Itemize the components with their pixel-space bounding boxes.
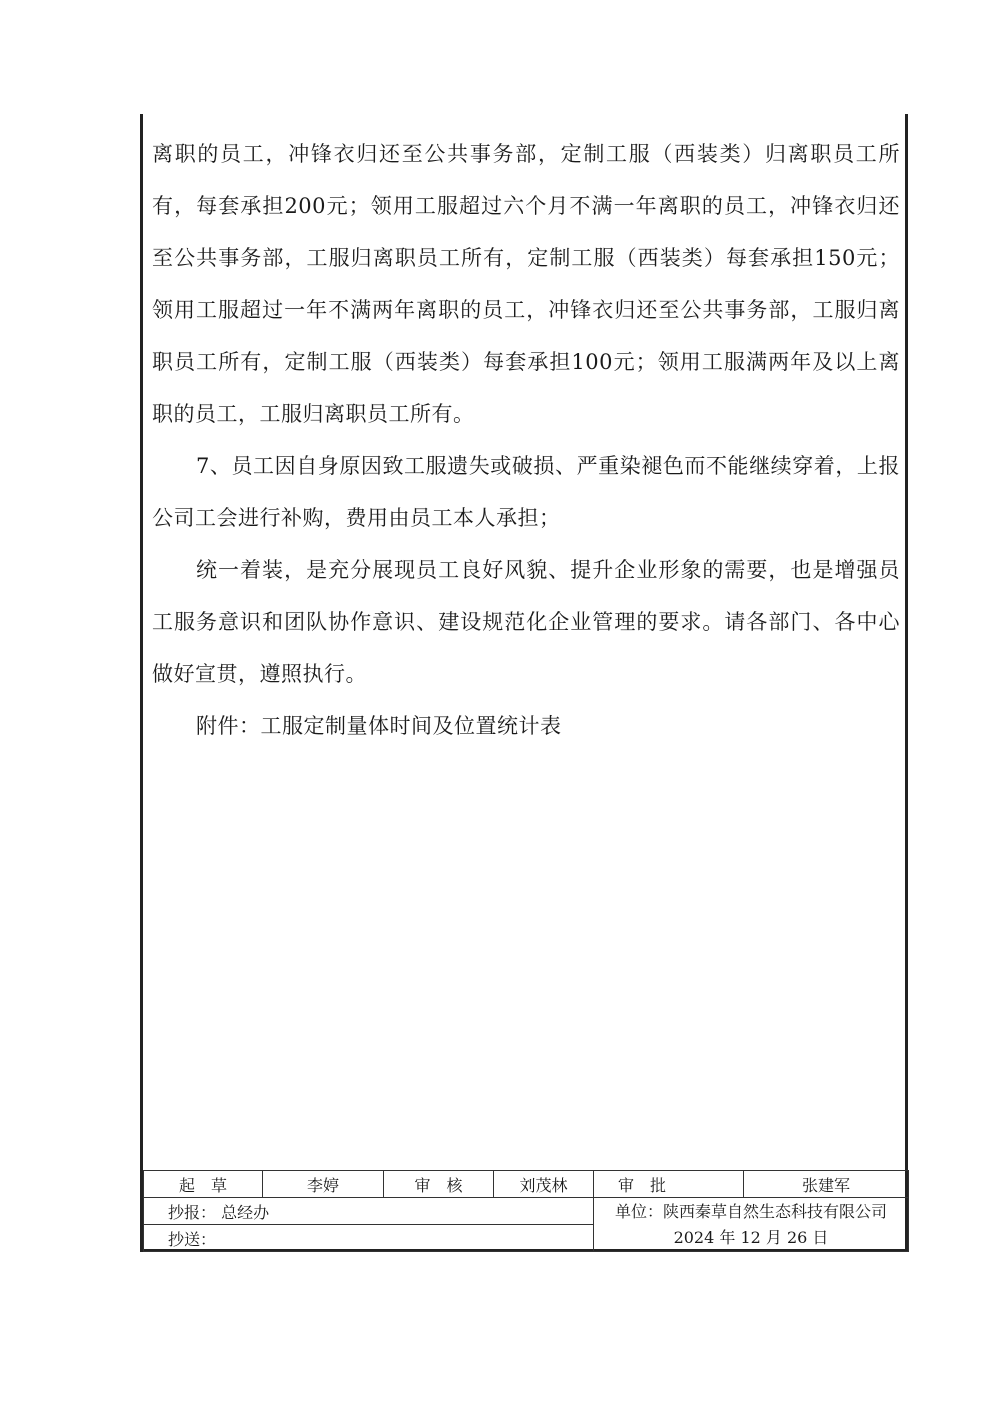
review-name: 刘茂林 [494,1171,594,1198]
approve-label: 审 批 [594,1171,744,1198]
approval-row [144,1171,909,1198]
paragraph-3: 统一着装，是充分展现员工良好风貌、提升企业形象的需要，也是增强员工服务意识和团队协作意识、建设规范化企业管理的要求。请各部门、各中心做好宣贯，遵照执行。 [152,558,900,686]
paragraph-2: 7、员工因自身原因致工服遗失或破损、严重染褪色而不能继续穿着，上报公司工会进行补购，费用由员工本人承担； [152,454,900,530]
paragraph-1: 离职的员工，冲锋衣归还至公共事务部，定制工服（西装类）归离职员工所有，每套承担200元；领用工服超过六个月不满一年离职的员工，冲锋衣归还至公共事务部，工服归离职员工所有，定制工服（西装类）每套承担150元；领用工服超过一年不满两年离职的员工，冲锋衣归还至公共事务部，工服归离职员工所有，定制工服（西装类）每套承担100元；领用工服满两年及以上离职的员工，工服归离职员工所有。 [152,142,900,426]
send-cell [144,1225,594,1252]
send-label: 抄送： [168,1229,217,1249]
signoff-table [143,1170,909,1252]
document-body [152,128,900,752]
report-row [144,1198,909,1225]
paragraph-attachment: 附件：工服定制量体时间及位置统计表 [196,714,562,738]
unit-line [598,1199,904,1225]
report-label: 抄报： [168,1202,217,1222]
unit-cell [594,1198,909,1252]
report-cell [144,1198,594,1225]
unit-name: 陕西秦草自然生态科技有限公司 [663,1201,888,1221]
draft-name: 李婷 [263,1171,384,1198]
approve-name: 张建军 [744,1171,909,1198]
draft-label: 起 草 [144,1171,263,1198]
report-value: 总经办 [221,1202,270,1222]
unit-label: 单位： [614,1201,663,1221]
issue-date: 2024 年 12 月 26 日 [673,1227,829,1247]
review-label: 审 核 [384,1171,494,1198]
